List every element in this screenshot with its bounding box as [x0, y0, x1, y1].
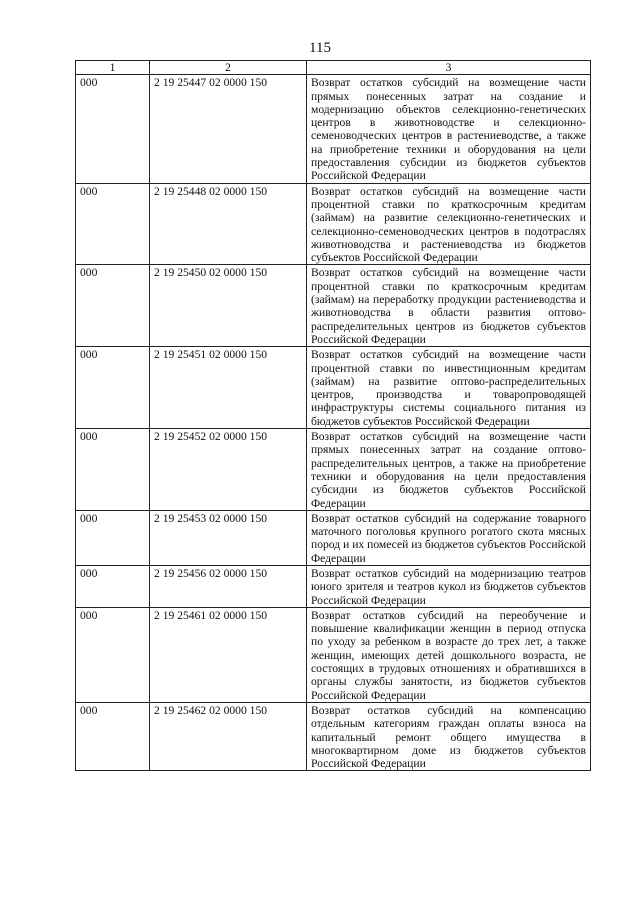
budget-code-cell: 2 19 25448 02 0000 150 — [150, 183, 307, 265]
description-cell: Возврат остатков субсидий на возмещение части процентной ставки по краткосрочным кредитам (займам) на развитие селекционно-генетических и селекционно-семеноводческих центров в подотраслях животноводства и растениеводства из бюджетов субъектов Российской Федерации — [307, 183, 591, 265]
table-header-row — [76, 61, 591, 75]
admin-code-cell: 000 — [76, 75, 150, 183]
budget-code-cell: 2 19 25456 02 0000 150 — [150, 565, 307, 607]
budget-code-cell: 2 19 25447 02 0000 150 — [150, 75, 307, 183]
column-header-1: 1 — [76, 61, 150, 75]
description-cell: Возврат остатков субсидий на содержание товарного маточного поголовья крупного рогатого скота мясных пород и их помесей из бюджетов субъектов Российской Федерации — [307, 510, 591, 565]
table-row — [76, 607, 591, 702]
description-cell: Возврат остатков субсидий на возмещение части процентной ставки по инвестиционным кредитам (займам) на развитие оптово-распределительных центров, производства и товаропроводящей инфраструктуры системы социального питания из бюджетов субъектов Российской Федерации — [307, 347, 591, 429]
table-row — [76, 510, 591, 565]
column-header-3: 3 — [307, 61, 591, 75]
admin-code-cell: 000 — [76, 510, 150, 565]
budget-code-cell: 2 19 25452 02 0000 150 — [150, 429, 307, 511]
table-row — [76, 265, 591, 347]
page-number: 115 — [309, 40, 331, 56]
admin-code-cell: 000 — [76, 429, 150, 511]
table-row — [76, 565, 591, 607]
table-row — [76, 429, 591, 511]
column-header-2: 2 — [150, 61, 307, 75]
budget-code-cell: 2 19 25461 02 0000 150 — [150, 607, 307, 702]
admin-code-cell: 000 — [76, 702, 150, 770]
table-row — [76, 183, 591, 265]
description-cell: Возврат остатков субсидий на переобучение и повышение квалификации женщин в период отпуска по уходу за ребенком в возрасте до трех лет, а также женщин, имеющих детей дошкольного возраста, не состоящих в трудовых отношениях и обратившихся в органы службы занятости, из бюджетов субъектов Российской Федерации — [307, 607, 591, 702]
table-row — [76, 702, 591, 770]
budget-code-cell: 2 19 25453 02 0000 150 — [150, 510, 307, 565]
admin-code-cell: 000 — [76, 607, 150, 702]
description-cell: Возврат остатков субсидий на возмещение части процентной ставки по краткосрочным кредитам (займам) на переработку продукции растениеводства и животноводства в области развития оптово-распределительных центров из бюджетов субъектов Российской Федерации — [307, 265, 591, 347]
description-cell: Возврат остатков субсидий на возмещение части прямых понесенных затрат на создание и модернизацию объектов селекционно-генетических центров в животноводстве и селекционно-семеноводческих центров в растениеводстве, а также на приобретение техники и оборудования на цели предоставления субсидии из бюджетов субъектов Российской Федерации — [307, 75, 591, 183]
admin-code-cell: 000 — [76, 265, 150, 347]
table-row — [76, 75, 591, 183]
budget-classification-table — [75, 60, 591, 771]
budget-code-cell: 2 19 25450 02 0000 150 — [150, 265, 307, 347]
description-cell: Возврат остатков субсидий на компенсацию отдельным категориям граждан оплаты взноса на капитальный ремонт общего имущества в многоквартирном доме из бюджетов субъектов Российской Федерации — [307, 702, 591, 770]
budget-code-cell: 2 19 25451 02 0000 150 — [150, 347, 307, 429]
admin-code-cell: 000 — [76, 565, 150, 607]
description-cell: Возврат остатков субсидий на возмещение части прямых понесенных затрат на создание оптово-распределительных центров, а также на приобретение техники и оборудования на цели предоставления субсидии из бюджетов субъектов Российской Федерации — [307, 429, 591, 511]
table-row — [76, 347, 591, 429]
description-cell: Возврат остатков субсидий на модернизацию театров юного зрителя и театров кукол из бюджетов субъектов Российской Федерации — [307, 565, 591, 607]
admin-code-cell: 000 — [76, 183, 150, 265]
admin-code-cell: 000 — [76, 347, 150, 429]
budget-code-cell: 2 19 25462 02 0000 150 — [150, 702, 307, 770]
